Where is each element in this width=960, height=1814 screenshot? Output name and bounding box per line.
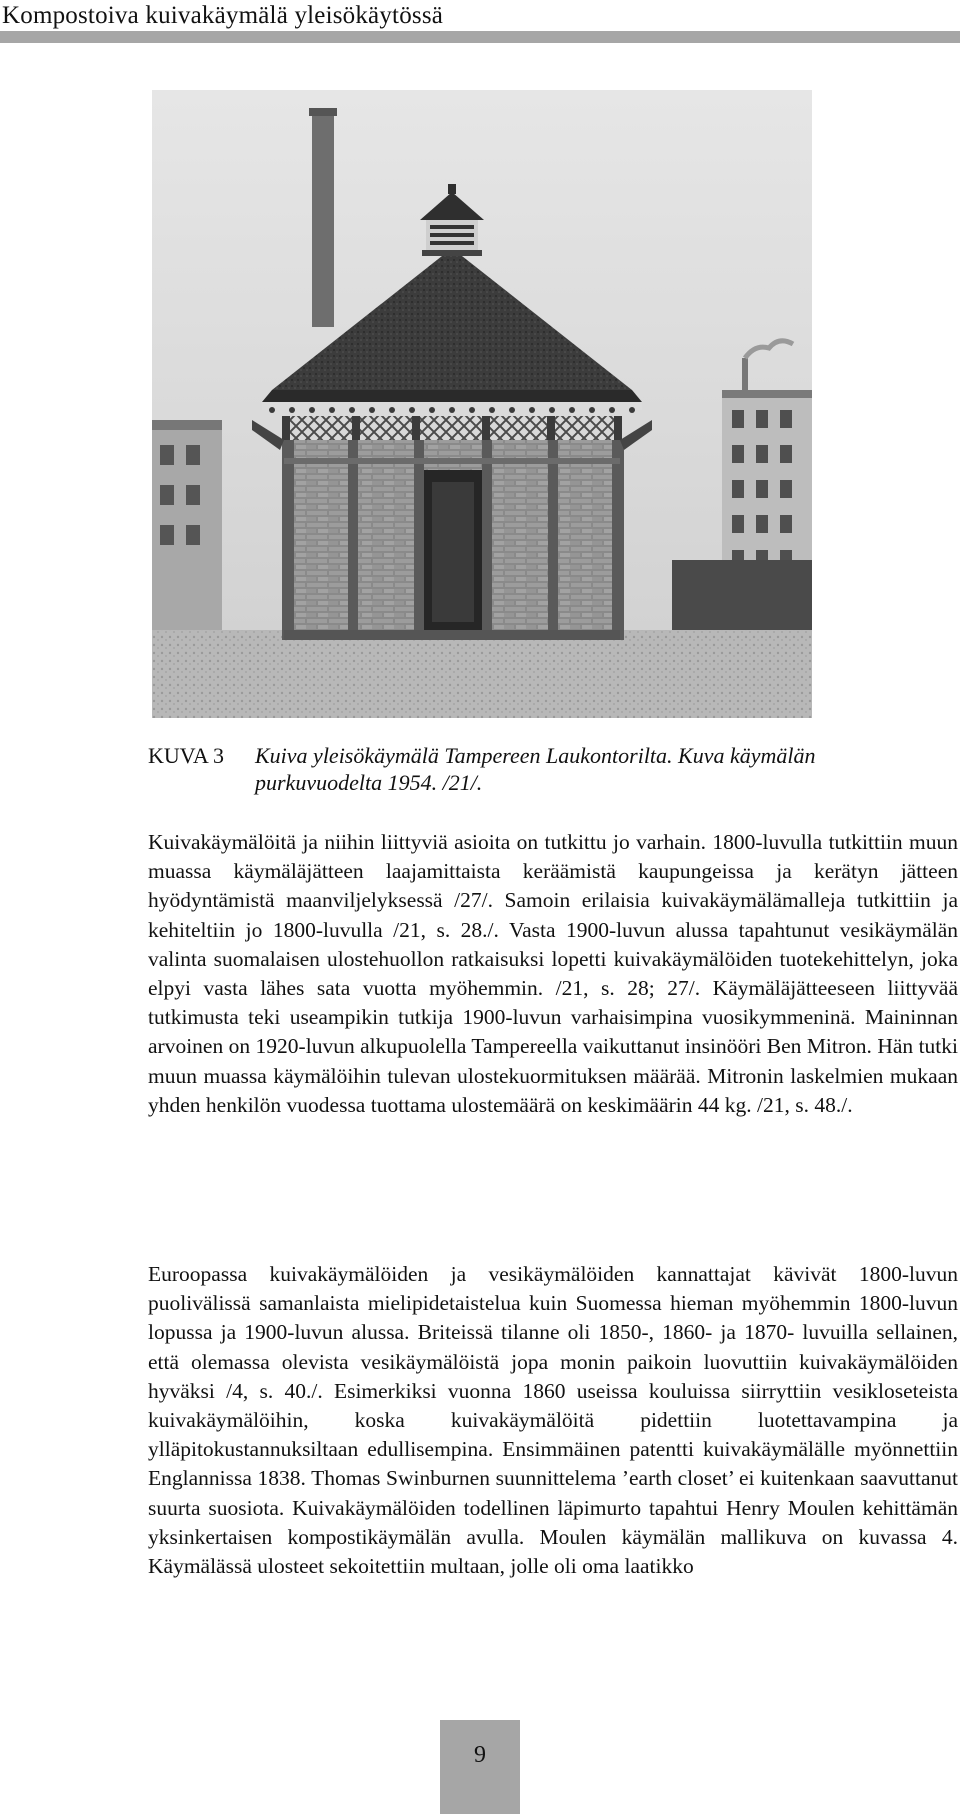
historical-photo [152,90,812,718]
header-rule [0,31,960,43]
page-number: 9 [474,1742,486,1768]
photo-artwork [152,90,812,718]
document-title: Kompostoiva kuivakäymälä yleisökäytössä [2,2,444,29]
figure-caption-text: Kuiva yleisökäymälä Tampereen Laukontorilta. Kuva käymälän purkuvuodelta 1954. /21/. [255,743,816,795]
running-header [0,0,960,44]
body-paragraph-1: Kuivakäymälöitä ja niihin liittyviä asioita on tutkittu jo varhain. 1800-luvulla tutkittiin muun muassa käymäläjätteen laajamittaista keräämistä kaupungeissa ja kerätyn jätteen hyödyntämistä maanviljelyksessä /27/. Samoin erilaisia kuivakäymälämalleja tutkittiin ja kehiteltiin jo 1800-luvulla /21, s. 28./. Vasta 1900-luvun alussa tapahtunut vesikäymälän valinta suomalaisen ulostehuollon ratkaisuksi lopetti kuivakäymälöiden tuotekehittelyn, joka elpyi vasta lähes sata vuotta myöhemmin. /21, s. 28; 27/. Käymäläjätteeseen liittyvää tutkimusta teki useampikin tutkija 1900-luvun varhaisimpina vuosikymmeninä. Maininnan arvoinen on 1920-luvun alkupuolella Tampereella vaikuttanut insinööri Ben Mitron. Hän tutki muun muassa käymälöihin tulevan ulostekuormituksen määrää. Mitronin laskelmien mukaan yhden henkilön vuodessa tuottama ulostemäärä on keskimäärin 44 kg. /21, s. 48./. [148,830,958,1117]
figure-label: KUVA 3 [148,743,225,768]
page-number-box [440,1720,520,1814]
body-paragraph-2: Euroopassa kuivakäymälöiden ja vesikäymälöiden kannattajat kävivät 1800-luvun puolivälissä samanlaista mielipidetaistelua kuin Suomessa hieman myöhemmin 1800-luvun lopussa ja 1900-luvun alussa. Briteissä tilanne oli 1850-, 1860- ja 1870- luvuilla sellainen, että olemassa olevista vesikäymälöistä jopa monin paikoin luovuttiin kuivakäymälöiden hyväksi /4, s. 40./. Esimerkiksi vuonna 1860 useissa kouluissa siirryttiin vesikloseteista kuivakäymälöihin, koska kuivakäymälöitä pidettiin luotettavampina ja ylläpitokustannuksiltaan edullisempina. Ensimmäinen patentti kuivakäymälälle myönnettiin Englannissa 1838. Thomas Swinburnen suunnittelema ’earth closet’ ei kuitenkaan saavuttanut suurta suosiota. Kuivakäymälöiden todellinen läpimurto tapahtui Henry Moulen kehittämän yksinkertaisen kompostikäymälän avulla. Moulen käymälän mallikuva on kuvassa 4. Käymälässä ulosteet sekoitettiin multaan, jolle oli oma laatikko [148,1262,958,1579]
